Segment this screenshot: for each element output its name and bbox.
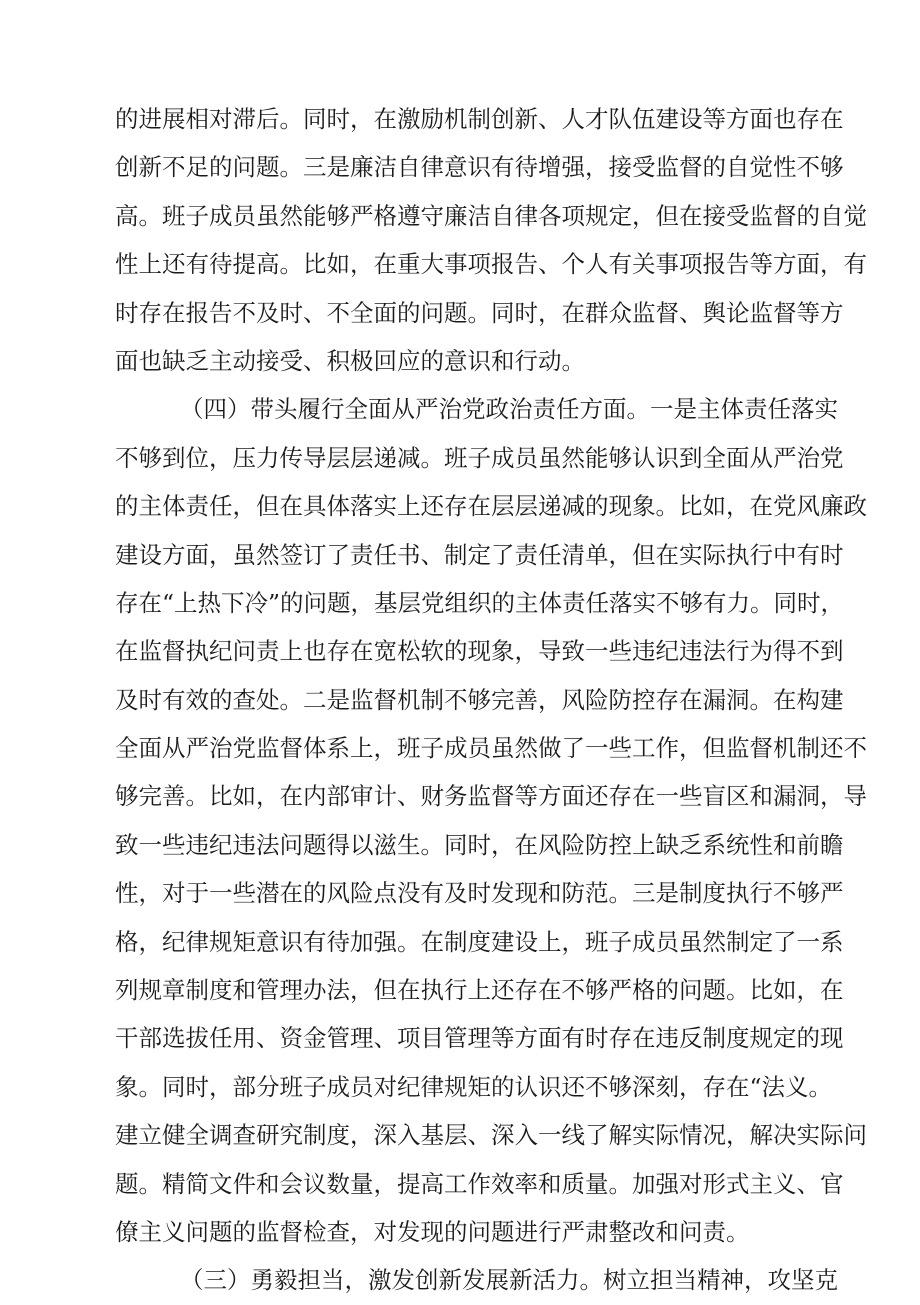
- text-line: 全面从严治党监督体系上，班子成员虽然做了一些工作，但监督机制还不: [115, 734, 867, 763]
- text-line: 时存在报告不及时、不全面的问题。同时，在群众监督、舆论监督等方: [115, 298, 844, 327]
- text-line: 高。班子成员虽然能够严格遵守廉洁自律各项规定，但在接受监督的自觉: [115, 201, 867, 230]
- text-line: 不够到位，压力传导层层递减。班子成员虽然能够认识到全面从严治党: [115, 443, 844, 472]
- text-line: 僚主义问题的监督检查，对发现的问题进行严肃整改和问责。: [115, 1217, 750, 1246]
- text-line: 建设方面，虽然签订了责任书、制定了责任清单，但在实际执行中有时: [115, 540, 844, 569]
- text-line: 的进展相对滞后。同时，在激励机制创新、人才队伍建设等方面也存在: [115, 105, 844, 133]
- text-line: 建立健全调查研究制度，深入基层、深入一线了解实际情况，解决实际问: [115, 1121, 867, 1150]
- text-line: 列规章制度和管理办法，但在执行上还存在不够严格的问题。比如，在: [115, 976, 844, 1005]
- text-line: 题。精简文件和会议数量，提高工作效率和质量。加强对形式主义、官: [115, 1169, 844, 1198]
- text-line: 格，纪律规矩意识有待加强。在制度建设上，班子成员虽然制定了一系: [115, 927, 844, 956]
- body-text: [115, 95, 867, 1305]
- text-line: 的主体责任，但在具体落实上还存在层层递减的现象。比如，在党风廉政: [115, 492, 867, 521]
- text-line: 及时有效的查处。二是监督机制不够完善，风险防控存在漏洞。在构建: [115, 685, 844, 714]
- text-line: 干部选拔任用、资金管理、项目管理等方面有时存在违反制度规定的现: [115, 1024, 844, 1053]
- text-line: 致一些违纪违法问题得以滋生。同时，在风险防控上缺乏系统性和前瞻: [115, 830, 844, 859]
- text-line: 象。同时，部分班子成员对纪律规矩的认识还不够深刻，存在“法义。: [115, 1072, 833, 1101]
- text-line: 创新不足的问题。三是廉洁自律意识有待增强，接受监督的自觉性不够: [115, 153, 844, 182]
- text-line: 性上还有待提高。比如，在重大事项报告、个人有关事项报告等方面，有: [115, 250, 867, 279]
- text-line: 面也缺乏主动接受、积极回应的意识和行动。: [115, 346, 585, 375]
- text-line: 性，对于一些潜在的风险点没有及时发现和防范。三是制度执行不够严: [115, 879, 844, 908]
- text-line: 存在“上热下冷”的问题，基层党组织的主体责任落实不够有力。同时，: [115, 588, 845, 617]
- section-heading-line: （三）勇毅担当，激发创新发展新活力。树立担当精神，攻坚克: [180, 1266, 838, 1295]
- text-line: 够完善。比如，在内部审计、财务监督等方面还存在一些盲区和漏洞，导: [115, 782, 867, 811]
- text-line: 在监督执纪问责上也存在宽松软的现象，导致一些违纪违法行为得不到: [115, 637, 844, 666]
- section-heading-line: （四）带头履行全面从严治党政治责任方面。一是主体责任落实: [180, 395, 838, 424]
